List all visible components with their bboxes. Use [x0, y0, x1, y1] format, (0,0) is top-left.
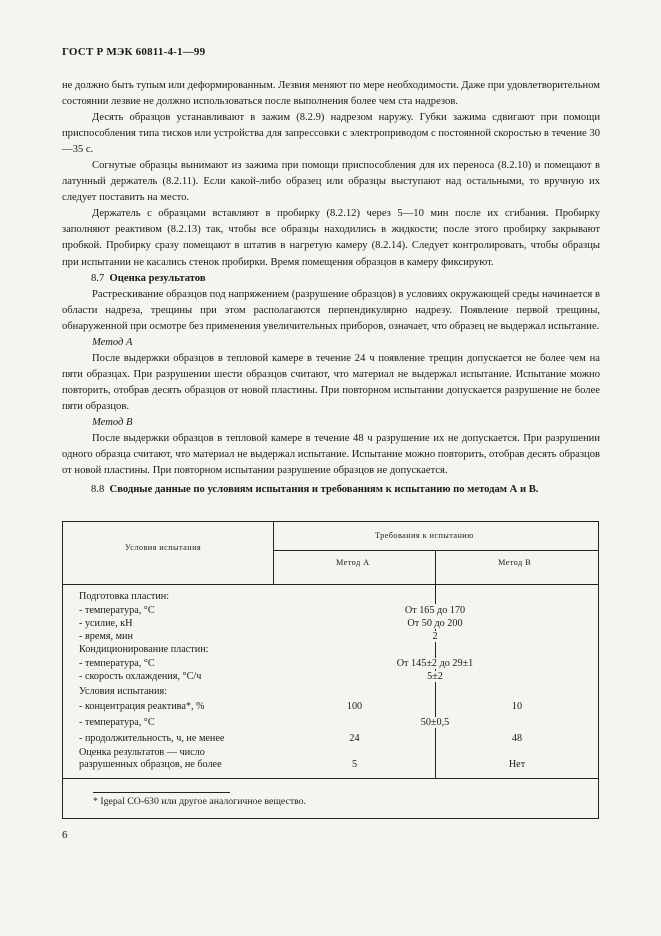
row-label: Условия испытания: [79, 686, 167, 697]
paragraph-cracking: Растрескивание образцов под напряжением (разрушение образцов) в условиях окружающей среды начинается в области надреза, трещины при этом располагаются перпендикулярно надрезу. Появление первой трещины, обнаруженной при осмотре без применения увеличительных приборов, означает, что образец не выдержал испытание. [62, 288, 600, 332]
section-8-7-heading: 8.7 Оценка результатов [91, 272, 206, 284]
section-8-8-heading: 8.8 Сводные данные по условиям испытания и требованиям к испытанию по методам А и В. [91, 484, 539, 496]
row-label: - температура, °С [79, 717, 155, 728]
table-divider [63, 778, 598, 779]
value-merged: От 145±2 до 29±1 [396, 658, 474, 669]
value-method-b: Нет [508, 759, 526, 770]
paragraph-clamp: Десять образцов устанавливают в зажим (8.2.9) надрезом наружу. Губки зажима сдвигают при помощи приспособления типа тисков или устройства для запрессовки с электроприводом с постоянной скоростью в течение 30—35 с. [62, 112, 600, 156]
row-label: - концентрация реактива*, % [79, 701, 205, 712]
paragraph-method-b: После выдержки образцов в тепловой камере в течение 48 ч разрушение их не допускается. При разрушении одного образца считают, что материал не выдержал испытание. Испытание можно повторить, отобрав десять образцов от новой пластины. При повторном испытании разрушение образцов не допускается. [62, 433, 600, 477]
test-conditions-table [62, 521, 599, 819]
header-requirements: Требования к испытанию [375, 531, 474, 540]
footnote-rule [93, 792, 230, 793]
value-method-a: 5 [351, 759, 358, 770]
table-footnote: * Igepal CO-630 или другое аналогичное вещество. [93, 796, 307, 807]
value-merged: От 165 до 170 [335, 604, 535, 618]
row-label: - скорость охлаждения, °С/ч [79, 671, 202, 682]
page-number: 6 [62, 829, 68, 841]
row-label: Оценка результатов — число [79, 747, 205, 758]
value-merged: 50±0,5 [420, 717, 450, 728]
row-label: - время, мин [79, 631, 133, 642]
value-method-b: 48 [511, 733, 523, 744]
row-label: Подготовка пластин: [79, 591, 170, 602]
method-b-heading: Метод В [92, 416, 133, 428]
body-text [62, 78, 600, 498]
row-label: - усилие, кН [79, 618, 133, 629]
paragraph-method-a: После выдержки образцов в тепловой камере в течение 24 ч появление трещин допускается не более чем на пяти образцах. При разрушении шести образцов считают, что материал не выдержал испытание. Испытание можно повторить, отобрав десять образцов от новой пластины. При повторном испытании допускается разрушение не более пяти образцов. [62, 352, 600, 412]
paragraph-blade: не должно быть тупым или деформированным. Лезвия меняют по мере необходимости. Даже при удовлетворительном состоянии лезвие не должно использоваться после выполнения более чем ста надрезов. [62, 80, 600, 108]
header-method-a: Метод А [336, 558, 370, 567]
paragraph-holder: Согнутые образцы вынимают из зажима при помощи приспособления для их переноса (8.2.10) и помещают в латунный держатель (8.2.11). Если какой-либо образец или образцы выступают над остальными, то вручную их следует поставить на место. [62, 160, 600, 204]
table-divider [435, 550, 436, 584]
value-merged: От 50 до 200 [407, 618, 463, 629]
value-method-a: 100 [346, 701, 363, 712]
row-label: разрушенных образцов, не более [79, 759, 222, 770]
table-divider [273, 522, 274, 584]
document-header: ГОСТ Р МЭК 60811-4-1—99 [62, 46, 206, 58]
value-method-a: 24 [349, 733, 360, 744]
paragraph-tube: Держатель с образцами вставляют в пробирку (8.2.12) через 5—10 мин после их сгибания. Пробирку заполняют реактивом (8.2.13) так, чтобы все образцы находились в жидкости; после этого пробирку закрывают пробкой. Пробирку сразу помещают в штатив в нагретую камеру (8.2.14). Следует контролировать, чтобы образцы при испытании не касались стенок пробирки. Время помещения образцов в камеру фиксируют. [62, 208, 600, 268]
value-method-b: 10 [511, 701, 523, 712]
header-conditions: Условия испытания [125, 543, 202, 552]
row-label: - температура, °С [79, 605, 155, 616]
row-label: - температура, °С [79, 658, 155, 669]
table-divider [63, 584, 598, 585]
row-label: - продолжительность, ч, не менее [79, 733, 225, 744]
row-label: Кондиционирование пластин: [79, 644, 209, 655]
value-merged: 2 [432, 631, 438, 642]
method-a-heading: Метод А [92, 336, 133, 348]
value-merged: 5±2 [427, 671, 443, 682]
header-method-b: Метод В [498, 558, 532, 567]
